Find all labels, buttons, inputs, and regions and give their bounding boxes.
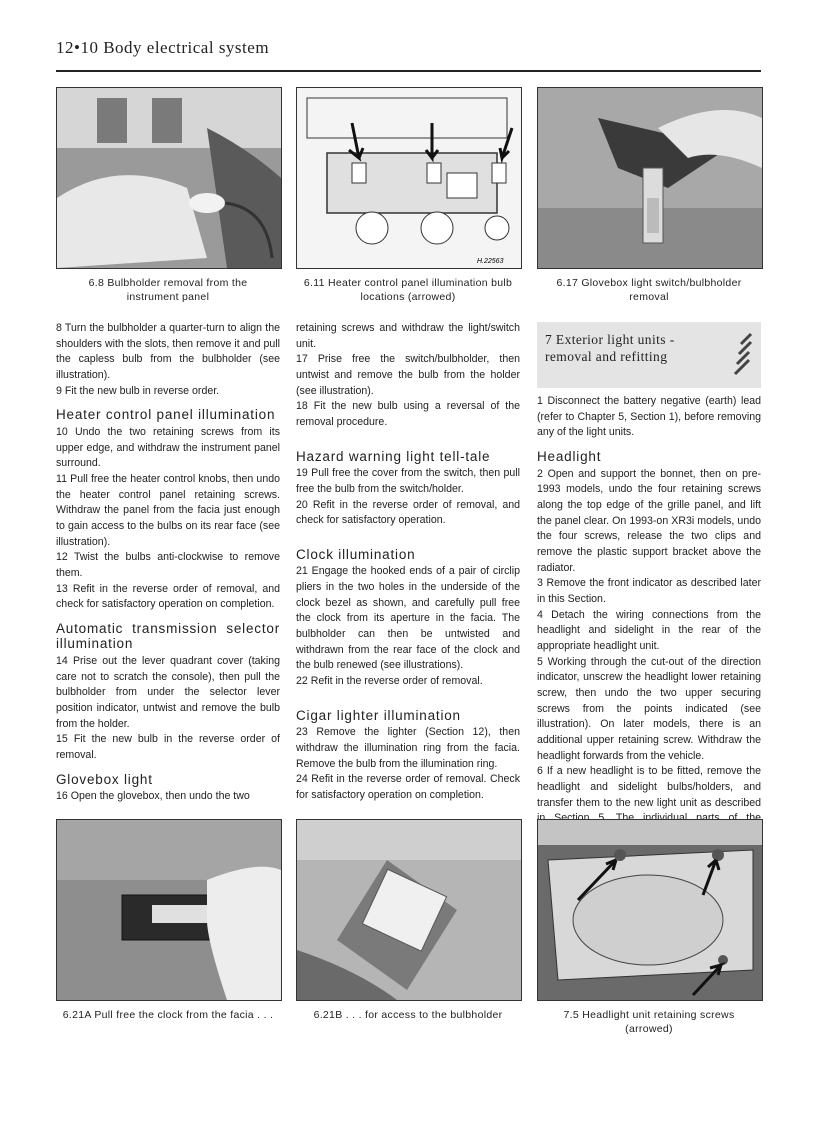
para-16: 16 Open the glovebox, then undo the two [56, 790, 250, 803]
para-1: 1 Disconnect the battery negative (earth) lead (refer to Chapter 5, Section 1), before removing any of the light units. [537, 395, 761, 439]
header-rule [56, 70, 761, 72]
heading-headlight: Headlight [537, 449, 602, 465]
spanner-rating-icon [729, 330, 755, 380]
section-heading-box [537, 322, 761, 388]
column-2 [296, 321, 520, 804]
figure-label: H.22563 [477, 258, 504, 265]
para-20: 20 Refit in the reverse order of removal, and check for satisfactory operation. [296, 498, 520, 527]
para-17: 17 Prise free the switch/bulbholder, then untwist and remove the bulb from the holder (see illustration). [296, 353, 520, 397]
heading-hazard: Hazard warning light tell-tale [296, 448, 491, 464]
para-22: 22 Refit in the reverse order of removal. [296, 675, 483, 688]
photo-6-17 [537, 87, 763, 269]
heading-clock: Clock illumination [296, 546, 416, 562]
photo-6-21a [56, 819, 282, 1001]
para-8: 8 Turn the bulbholder a quarter-turn to align the shoulders with the slots, then remove it and pull the capless bulb from the bulbholder (see illustration). [56, 322, 280, 382]
para-21: 21 Engage the hooked ends of a pair of circlip pliers in the two holes in the underside of the clock bezel as shown, and carefully pull free the clock from its aperture in the facia. The bulbholder can then be untwisted and withdrawn from the rear face of the clock and the bulb renewed (see illustrations). [296, 565, 520, 672]
para-18: 18 Fit the new bulb using a reversal of the removal procedure. [296, 400, 520, 429]
page-header: 12•10 Body electrical system [56, 38, 270, 57]
photo-6-11 [296, 87, 522, 269]
caption-6-17: 6.17 Glovebox light switch/bulbholder removal [556, 277, 742, 304]
para-19: 19 Pull free the cover from the switch, then pull free the bulb from the switch/holder. [296, 467, 520, 495]
caption-6-11: 6.11 Heater control panel illumination bulb locations (arrowed) [303, 277, 513, 304]
para-16-cont: retaining screws and withdraw the light/switch unit. [296, 322, 520, 350]
photo-6-21b [296, 819, 522, 1001]
heading-cigar: Cigar lighter illumination [296, 707, 461, 723]
para-12: 12 Twist the bulbs anti-clockwise to remove them. [56, 551, 280, 579]
heading-auto: Automatic transmission selector illumination [56, 620, 280, 652]
heading-heater: Heater control panel illumination [56, 407, 276, 423]
photo-6-8 [56, 87, 282, 269]
para-23: 23 Remove the lighter (Section 12), then withdraw the illumination ring from the facia. Remove the bulb from the illumination ring. [296, 726, 520, 770]
photo-7-5 [537, 819, 763, 1001]
section-title: 7 Exterior light units - removal and refitting [545, 332, 675, 364]
para-11: 11 Pull free the heater control knobs, then undo the heater control panel retaining screws. Withdraw the panel from the facia just enough to gain access to the bulbs on its rear face (see illustration). [56, 472, 280, 548]
para-9: 9 Fit the new bulb in reverse order. [56, 384, 220, 397]
para-5: 5 Working through the cut-out of the direction indicator, unscrew the headlight lower retaining screw, then undo the two upper securing screws from the points indicated (see illustration). On later models, there is an additional upper retaining screw. Withdraw the headlight forwards from the vehicle. [537, 655, 761, 762]
column-1 [56, 321, 280, 805]
heading-glovebox: Glovebox light [56, 771, 153, 787]
caption-6-8: 6.8 Bulbholder removal from the instrument panel [88, 277, 248, 304]
para-24: 24 Refit in the reverse order of removal. Check for satisfactory operation on completion. [296, 773, 520, 801]
para-2: 2 Open and support the bonnet, then on pre-1993 models, undo the four retaining screws along the top edge of the grille panel, and lift the panel clear. On 1993-on XR3i models, undo the four screws, release the two clips and remove the plastic support bracket above the radiator. [537, 467, 761, 574]
para-4: 4 Detach the wiring connections from the headlight and sidelight in the rear of the appropriate headlight unit. [537, 608, 761, 652]
para-14: 14 Prise out the lever quadrant cover (taking care not to scratch the console), then pull the bulbholder from under the selector lever position indicator, untwist and remove the bulb from the holder. [56, 654, 280, 730]
para-13: 13 Refit in the reverse order of removal, and check for satisfactory operation on completion. [56, 582, 280, 611]
para-3: 3 Remove the front indicator as described later in this Section. [537, 577, 761, 605]
caption-6-21a: 6.21A Pull free the clock from the facia . . . [62, 1009, 274, 1021]
caption-6-21b: 6.21B . . . for access to the bulbholder [313, 1009, 503, 1021]
caption-7-5: 7.5 Headlight unit retaining screws (arrowed) [563, 1009, 735, 1036]
column-3 [537, 394, 761, 843]
para-6: 6 If a new headlight is to be fitted, remove the headlight and sidelight bulbs/holders, and transfer them to the new light unit as described [537, 765, 761, 809]
para-10: 10 Undo the two retaining screws from its upper edge, and withdraw the instrument panel surround. [56, 425, 280, 470]
para-15: 15 Fit the new bulb in the reverse order of removal. [56, 733, 280, 761]
